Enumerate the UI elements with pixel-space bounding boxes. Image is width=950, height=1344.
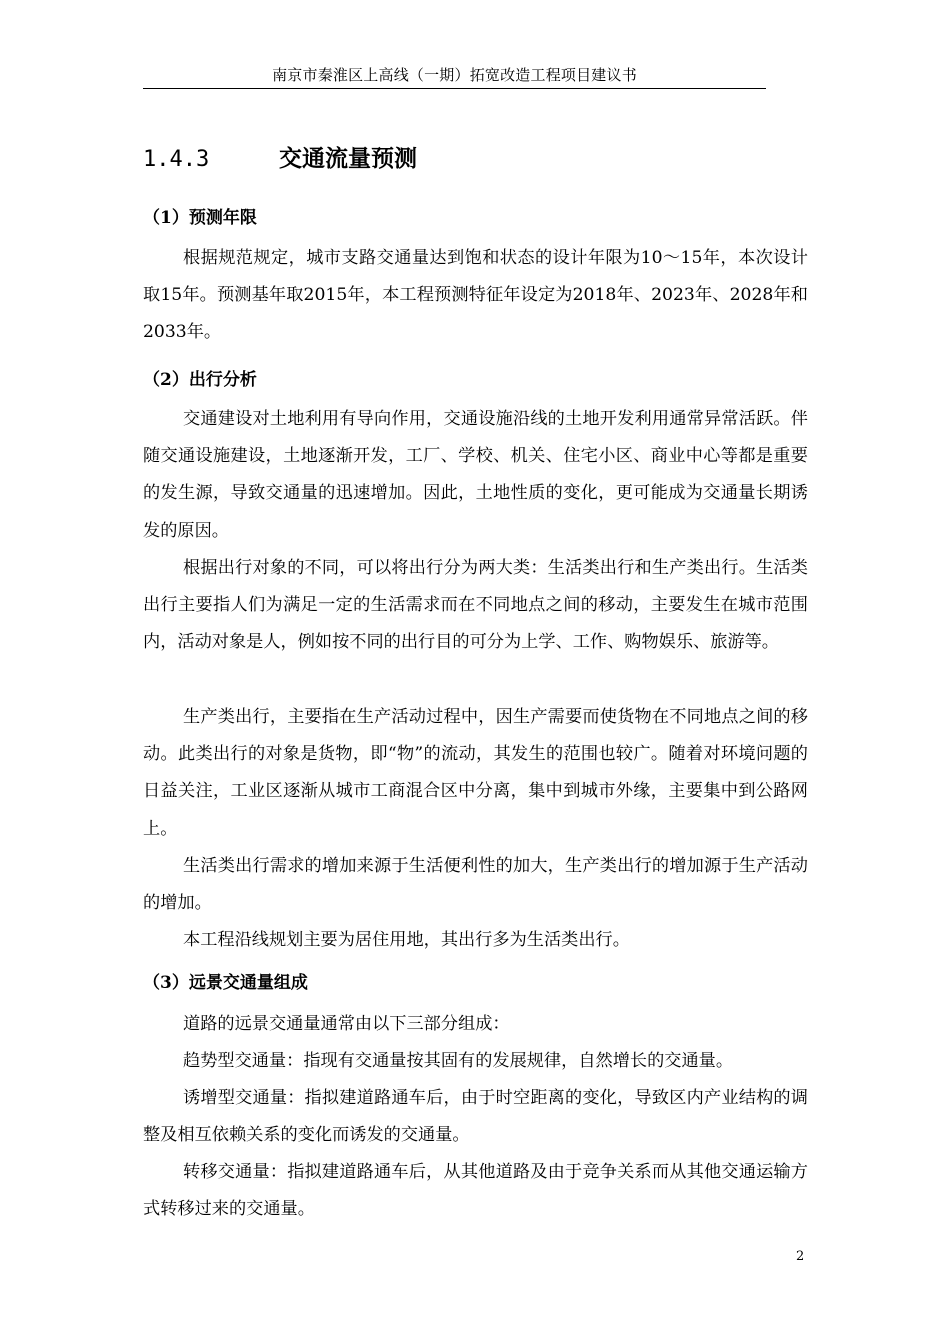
paragraph: 根据出行对象的不同，可以将出行分为两大类：生活类出行和生产类出行。生活类出行主要指人们为满足一定的生活需求而在不同地点之间的移动，主要发生在城市范围内，活动对象是人，例如按不同的出行目的可分为上学、工作、购物娱乐、旅游等。	[143, 558, 808, 653]
section-heading	[143, 142, 417, 177]
subsection-heading-traffic-composition: （3）远景交通量组成	[143, 973, 308, 993]
subsection-heading-forecast-period: （1）预测年限	[143, 208, 257, 228]
paragraph: 生活类出行需求的增加来源于生活便利性的加大，生产类出行的增加源于生产活动的增加。	[143, 856, 808, 914]
paragraph: 转移交通量：指拟建道路通车后，从其他道路及由于竞争关系而从其他交通运输方式转移过来的交通量。	[143, 1162, 808, 1220]
paragraph: 交通建设对土地利用有导向作用，交通设施沿线的土地开发利用通常异常活跃。伴随交通设施建设，土地逐渐开发，工厂、学校、机关、住宅小区、商业中心等都是重要的发生源，导致交通量的迅速增加。因此，土地性质的变化，更可能成为交通量长期诱发的原因。	[143, 409, 808, 541]
page-header-title: 南京市秦淮区上高线（一期）拓宽改造工程项目建议书	[272, 66, 637, 84]
page-number: 2	[796, 1249, 805, 1264]
header-divider	[143, 88, 766, 89]
paragraph: 本工程沿线规划主要为居住用地，其出行多为生活类出行。	[183, 930, 630, 950]
subsection-heading-trip-analysis: （2）出行分析	[143, 370, 257, 390]
paragraph: 生产类出行，主要指在生产活动过程中，因生产需要而使货物在不同地点之间的移动。此类出行的对象是货物，即“物”的流动，其发生的范围也较广。随着对环境问题的日益关注，工业区逐渐从城市工商混合区中分离，集中到城市外缘，主要集中到公路网上。	[143, 707, 808, 839]
paragraph: 诱增型交通量：指拟建道路通车后，由于时空距离的变化，导致区内产业结构的调整及相互依赖关系的变化而诱发的交通量。	[143, 1088, 808, 1146]
paragraph: 趋势型交通量：指现有交通量按其固有的发展规律，自然增长的交通量。	[183, 1051, 734, 1071]
paragraph: 根据规范规定，城市支路交通量达到饱和状态的设计年限为10～15年，本次设计取15年。预测基年取2015年，本工程预测特征年设定为2018年、2023年、2028年和2033年。	[143, 248, 808, 343]
section-title: 交通流量预测	[279, 145, 417, 172]
paragraph: 道路的远景交通量通常由以下三部分组成：	[183, 1014, 510, 1034]
section-number: 1.4.3	[143, 147, 210, 172]
